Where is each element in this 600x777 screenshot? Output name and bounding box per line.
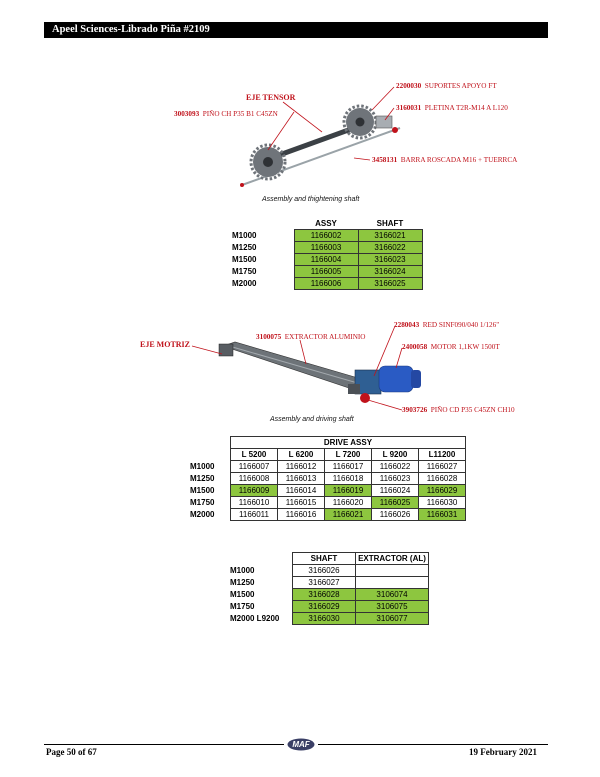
footer-rule-right: [318, 744, 548, 745]
row-label: M1250: [230, 578, 255, 587]
table-cell: 1166021: [325, 509, 372, 521]
shaft-cell: 3166021: [358, 230, 422, 242]
soportes-code: 2200030: [396, 82, 422, 90]
row-label: M1000: [230, 566, 255, 575]
row-label: M1250: [232, 243, 257, 252]
col-header: L11200: [419, 449, 466, 461]
assy-header: ASSY: [315, 219, 337, 228]
table-cell: 1166027: [419, 461, 466, 473]
table-cell: 1166029: [419, 485, 466, 497]
soportes-desc: SUPORTES APOYO FT: [424, 82, 497, 90]
drive-assy-title: DRIVE ASSY: [231, 437, 466, 449]
shaft-cell: 3166027: [293, 577, 356, 589]
table-title-row: [188, 437, 466, 449]
extractor-cell: 3106075: [356, 601, 429, 613]
row-label: M1000: [232, 231, 257, 240]
pletina-code: 3160031: [396, 104, 422, 112]
table-cell: 1166011: [231, 509, 278, 521]
table-cell: 1166010: [231, 497, 278, 509]
col-header: L 6200: [278, 449, 325, 461]
eje-tensor-label: EJE TENSOR: [246, 93, 296, 102]
table-header-row: [228, 553, 429, 565]
eje-motriz-label: EJE MOTRIZ: [140, 340, 191, 349]
table-cell: 1166020: [325, 497, 372, 509]
table-row: [188, 497, 466, 509]
pino-tensor-desc: PIÑO CH P35 B1 C45ZN: [202, 110, 278, 118]
barra-desc: BARRA ROSCADA M16 + TUERRCA: [400, 156, 518, 164]
motor-label: [402, 343, 500, 352]
footer-rule-left: [44, 744, 284, 745]
table-cell: 1166026: [372, 509, 419, 521]
table-row: [228, 577, 429, 589]
pino-motriz-desc: PIÑO CD P35 C45ZN CH10: [430, 406, 515, 414]
assy-cell: 1166006: [294, 278, 358, 290]
extractor-cell: 3106074: [356, 589, 429, 601]
shaft-cell: 3166029: [293, 601, 356, 613]
assy-cell: 1166003: [294, 242, 358, 254]
shaft-cell: 3166030: [293, 613, 356, 625]
table-row: [228, 601, 429, 613]
extractor-label: [256, 333, 365, 342]
assy-cell: 1166002: [294, 230, 358, 242]
page-number: Page 50 of 67: [46, 747, 97, 757]
document-date: 19 February 2021: [469, 747, 537, 757]
table-cell: 1166015: [278, 497, 325, 509]
extractor-cell: 3106077: [356, 613, 429, 625]
shaft-cell: 3166025: [358, 278, 422, 290]
table-cell: 1166025: [372, 497, 419, 509]
table-row: [228, 613, 429, 625]
table-row: [188, 461, 466, 473]
table-cell: 1166009: [231, 485, 278, 497]
document-title: Apeel Sciences-Librado Piña #2109: [52, 24, 210, 35]
shaft-header: SHAFT: [376, 219, 404, 228]
pino-motriz-label: [402, 406, 515, 415]
row-label: M1750: [232, 267, 257, 276]
table-cell: 1166018: [325, 473, 372, 485]
extractor-code: 3100075: [256, 333, 282, 341]
shaft-cell: 3166026: [293, 565, 356, 577]
row-label: M1500: [232, 255, 257, 264]
table-row: [228, 589, 429, 601]
assy-cell: 1166004: [294, 254, 358, 266]
row-label: M1500: [230, 590, 255, 599]
motor-code: 2400058: [402, 343, 428, 351]
col-header: L 5200: [231, 449, 278, 461]
shaft-cell: 3166023: [358, 254, 422, 266]
shaft-cell: 3166022: [358, 242, 422, 254]
logo-text: MAF: [292, 740, 310, 749]
pino-tensor-code: 3003093: [174, 110, 200, 118]
shaft-extractor-table: [228, 552, 429, 625]
table-row: [188, 509, 466, 521]
reductor-label: [394, 321, 499, 330]
maf-logo: [287, 738, 315, 751]
row-label: M1750: [230, 602, 255, 611]
row-label: M1500: [190, 486, 215, 495]
table-cell: 1166013: [278, 473, 325, 485]
barra-code: 3458131: [372, 156, 398, 164]
table-cell: 1166023: [372, 473, 419, 485]
table-header-row: [188, 449, 466, 461]
extractor-desc: EXTRACTOR ALUMINIO: [284, 333, 366, 341]
table-cell: 1166019: [325, 485, 372, 497]
extractor-header: EXTRACTOR (AL): [356, 553, 429, 565]
table-cell: 1166031: [419, 509, 466, 521]
extractor-cell: [356, 565, 429, 577]
table-cell: 1166014: [278, 485, 325, 497]
table-cell: 1166016: [278, 509, 325, 521]
col-header: L 9200: [372, 449, 419, 461]
pino-motriz-code: 3903726: [402, 406, 428, 414]
table-cell: 1166028: [419, 473, 466, 485]
table-cell: 1166024: [372, 485, 419, 497]
extractor-cell: [356, 577, 429, 589]
driving-caption: Assembly and driving shaft: [270, 416, 354, 423]
assy-cell: 1166005: [294, 266, 358, 278]
table-cell: 1166030: [419, 497, 466, 509]
table-cell: 1166008: [231, 473, 278, 485]
tensor-caption: Assembly and thightening shaft: [262, 196, 360, 203]
shaft-header: SHAFT: [293, 553, 356, 565]
row-label: M1250: [190, 474, 215, 483]
row-label: M1000: [190, 462, 215, 471]
drive-assy-table: [188, 436, 466, 521]
reductor-desc: RED SINF090/040 1/126": [422, 321, 500, 329]
table-cell: 1166007: [231, 461, 278, 473]
table-cell: 1166017: [325, 461, 372, 473]
pletina-desc: PLETINA T2R-M14 A L120: [424, 104, 508, 112]
table-row: [188, 473, 466, 485]
shaft-cell: 3166024: [358, 266, 422, 278]
shaft-cell: 3166028: [293, 589, 356, 601]
col-header: L 7200: [325, 449, 372, 461]
table-row: [228, 565, 429, 577]
row-label: M1750: [190, 498, 215, 507]
table-row: [188, 485, 466, 497]
motor-desc: MOTOR 1,1KW 1500T: [430, 343, 500, 351]
row-label: M2000: [190, 510, 215, 519]
reductor-code: 2280043: [394, 321, 420, 329]
row-label: M2000: [232, 279, 257, 288]
table-cell: 1166012: [278, 461, 325, 473]
table-cell: 1166022: [372, 461, 419, 473]
row-label: M2000 L9200: [230, 614, 280, 623]
